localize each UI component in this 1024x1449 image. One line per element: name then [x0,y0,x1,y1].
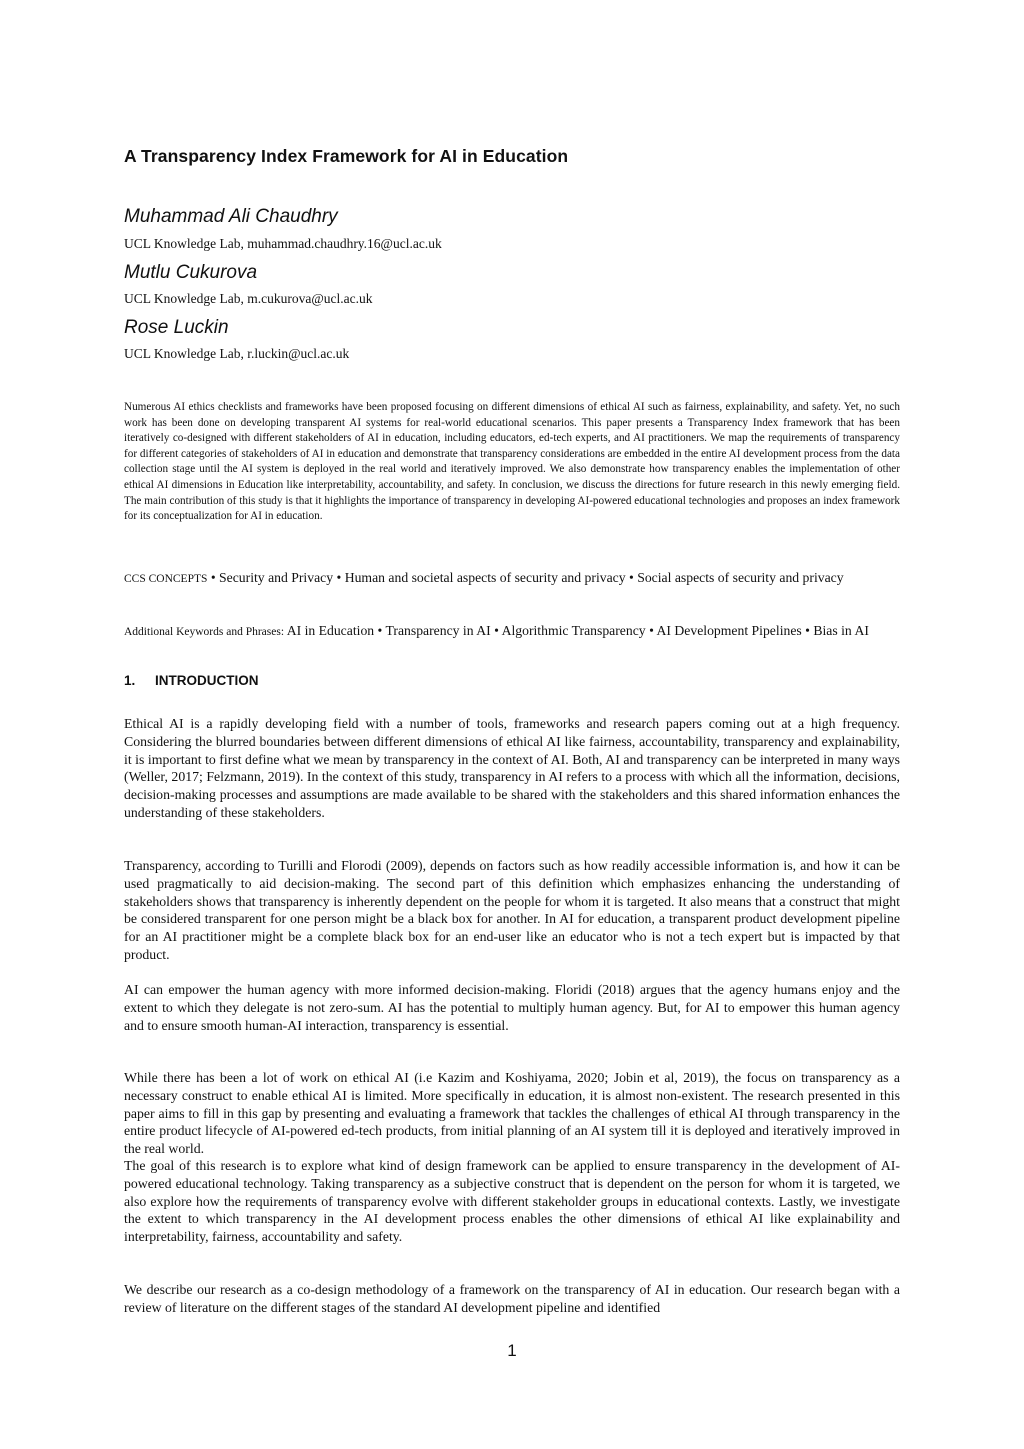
body-paragraph: The goal of this research is to explore what kind of design framework can be applied to ensure transparency in the development of AI-powered educational technology. Taking transparency as a subjective construct that is dependent on the person for whom it is targeted, we also explore how the requirements of transparency evolve with different stakeholder groups in educational contexts. Lastly, we investigate the extent to which transparency in the AI development process enables the other dimensions of ethical AI like explainability and interpretability, fairness, accountability and safety. [124,1158,900,1244]
section-heading [124,673,259,688]
author-name: Rose Luckin [124,317,229,338]
author-affiliation: UCL Knowledge Lab, r.luckin@ucl.ac.uk [124,346,350,361]
author-affiliation: UCL Knowledge Lab, muhammad.chaudhry.16@ucl.ac.uk [124,236,442,251]
page-number: 1 [507,1341,517,1360]
paper-title: A Transparency Index Framework for AI in Education [124,146,569,166]
body-paragraph: Transparency, according to Turilli and Florodi (2009), depends on factors such as how readily accessible information is, and how it can be used pragmatically to aid decision-making. The second part of this definition which emphasizes enhancing the understanding of stakeholders shows that transparency is inherently dependent on the people for whom it is targeted. It also means that a construct that might be considered transparent for one person might be a black box for another. In AI for education, a transparent product development pipeline for an AI practitioner might be a complete black box for an end-user like an educator who is not a tech expert but is impacted by that product. [124,858,900,962]
body-paragraph: AI can empower the human agency with more informed decision-making. Floridi (2018) argues that the agency humans enjoy and the extent to which they delegate is not zero-sum. AI has the potential to multiply human agency. But, for AI to empower this human agency and to ensure smooth human-AI interaction, transparency is essential. [124,982,900,1033]
body-paragraph: We describe our research as a co-design methodology of a framework on the transparency of AI in education. Our research began with a review of literature on the different stages of the standard AI development pipeline and identified [124,1282,900,1315]
ccs-text: • Security and Privacy • Human and societal aspects of security and privacy • Social aspects of security and privacy [210,570,844,585]
author-name: Mutlu Cukurova [124,262,258,283]
author-name: Muhammad Ali Chaudhry [124,206,338,227]
section-title: INTRODUCTION [155,673,259,688]
keywords-text: AI in Education • Transparency in AI • Algorithmic Transparency • AI Development Pipelines • Bias in AI [286,623,869,638]
ccs-concepts [124,569,900,589]
author-affiliation: UCL Knowledge Lab, m.cukurova@ucl.ac.uk [124,291,373,306]
ccs-label: CCS CONCEPTS [124,573,208,585]
section-number: 1. [124,673,136,688]
body-paragraph: Ethical AI is a rapidly developing field with a number of tools, frameworks and research papers coming out at a high frequency. Considering the blurred boundaries between different dimensions of ethical AI like fairness, accountability, transparency and explainability, it is important to first define what we mean by transparency in the context of AI. Both, AI and transparency can be interpreted in many ways (Weller, 2017; Felzmann, 2019). In the context of this study, transparency in AI refers to a process with which all the information, decisions, decision-making processes and assumptions are made available to be shared with the stakeholders and this shared information enhances the understanding of these stakeholders. [124,716,900,820]
keywords [124,622,900,642]
body-paragraph: While there has been a lot of work on ethical AI (i.e Kazim and Koshiyama, 2020; Jobin et al, 2019), the focus on transparency as a necessary construct to enable ethical AI is limited. More specifically in education, it is almost non-existent. The research presented in this paper aims to fill in this gap by presenting and evaluating a framework that tackles the challenges of ethical AI through transparency in the entire product lifecycle of AI-powered ed-tech products, from initial planning of an AI system till it is deployed and iteratively improved in the real world. [124,1070,900,1156]
abstract: Numerous AI ethics checklists and frameworks have been proposed focusing on different dimensions of ethical AI such as fairness, explainability, and safety. Yet, no such work has been done on developing transparent AI systems for real-world educational scenarios. This paper presents a Transparency Index framework that has been iteratively co-designed with different stakeholders of AI in education, including educators, ed-tech experts, and AI practitioners. We map the requirements of transparency for different categories of stakeholders of AI in education and demonstrate that transparency considerations are embedded in the entire AI development process from the data collection stage until the AI system is deployed in the real world and iteratively improved. We also demonstrate how transparency enables the implementation of other ethical AI dimensions in Education like interpretability, accountability, and safety. In conclusion, we discuss the directions for future research in this newly emerging field. The main contribution of this study is that it highlights the importance of transparency in developing AI-powered educational technologies and proposes an index framework for its conceptualization for AI in education. [124,401,900,523]
keywords-label: Additional Keywords and Phrases: [124,626,285,638]
